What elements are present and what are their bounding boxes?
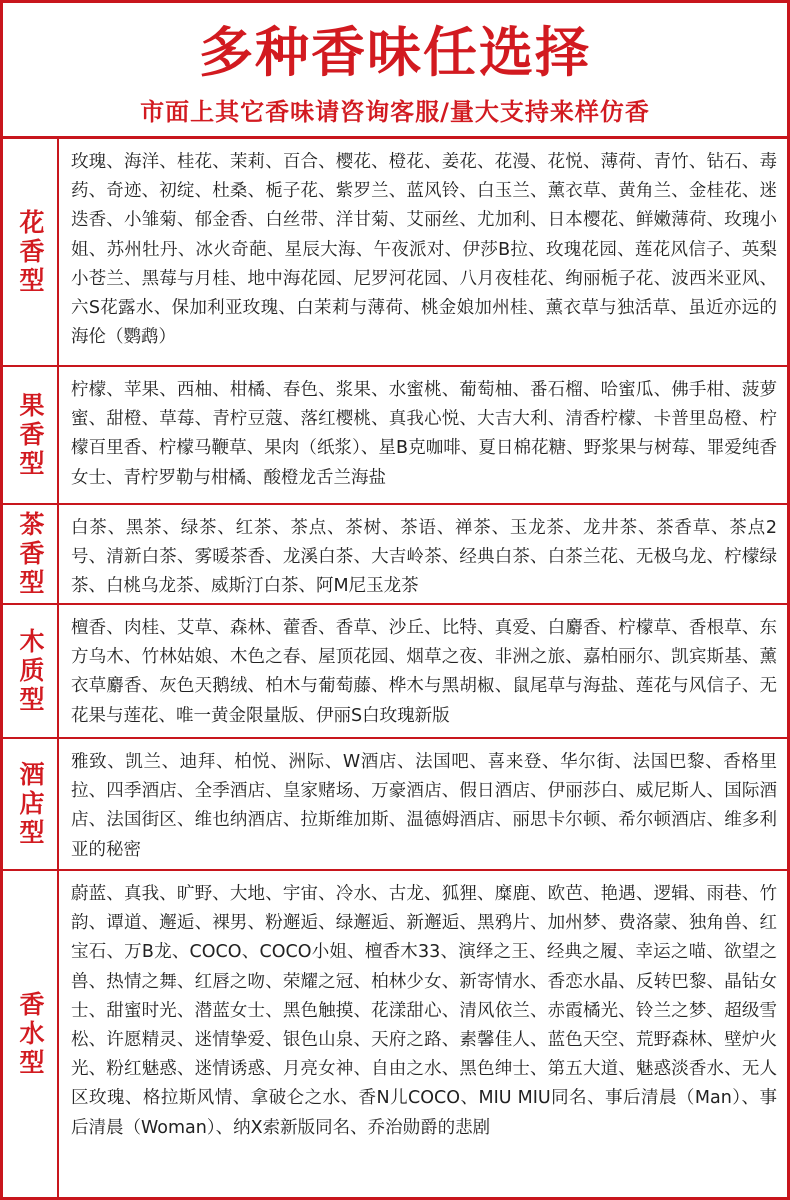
page-subtitle: 市面上其它香味请咨询客服/量大支持来样仿香 <box>140 98 650 126</box>
category-perfume <box>3 871 787 1197</box>
category-floral <box>3 139 787 367</box>
category-list-hotel: 雅致、凯兰、迪拜、柏悦、洲际、W酒店、法国吧、喜来登、华尔街、法国巴黎、香格里拉、四季酒店、全季酒店、皇家赌场、万豪酒店、假日酒店、伊丽莎白、威尼斯人、国际酒店、法国街区、维也纳酒店、拉斯维加斯、温德姆酒店、丽思卡尔顿、希尔顿酒店、维多利亚的秘密 <box>71 752 777 860</box>
category-tea <box>3 505 787 605</box>
category-list-fruity: 柠檬、苹果、西柚、柑橘、春色、浆果、水蜜桃、葡萄柚、番石榴、哈蜜瓜、佛手柑、菠萝蜜、甜橙、草莓、青柠豆蔻、落红樱桃、真我心悦、大吉大利、清香柠檬、卡普里岛橙、柠檬百里香、柠檬马鞭草、果肉（纸浆）、星B克咖啡、夏日棉花糖、野浆果与树莓、罪爱纯香女士、青柠罗勒与柑橘、酸橙龙舌兰海盐 <box>71 380 777 488</box>
page-title: 多种香味任选择 <box>199 21 591 84</box>
category-label-fruity: 果香型 <box>16 391 45 479</box>
category-label-tea: 茶香型 <box>16 510 45 598</box>
category-label-hotel: 酒店型 <box>16 760 45 848</box>
category-label-floral: 花香型 <box>16 208 45 296</box>
category-list-woody: 檀香、肉桂、艾草、森林、藿香、香草、沙丘、比特、真爱、白麝香、柠檬草、香根草、东方乌木、竹林姑娘、木色之春、屋顶花园、烟草之夜、非洲之旅、嘉柏丽尔、凯宾斯基、薰衣草麝香、灰色天鹅绒、柏木与葡萄藤、桦木与黑胡椒、鼠尾草与海盐、莲花与风信子、无花果与莲花、唯一黄金限量版、伊丽S白玫瑰新版 <box>71 618 777 726</box>
category-list-floral: 玫瑰、海洋、桂花、茉莉、百合、樱花、橙花、姜花、花漫、花悦、薄荷、青竹、钻石、毒药、奇迹、初绽、杜桑、栀子花、紫罗兰、蓝风铃、白玉兰、薰衣草、黄角兰、金桂花、迷迭香、小雏菊、郁金香、白丝带、洋甘菊、艾丽丝、尤加利、日本樱花、鲜嫩薄荷、玫瑰小姐、苏州牡丹、冰火奇葩、星辰大海、午夜派对、伊莎B拉、玫瑰花园、莲花风信子、英梨小苍兰、黑莓与月桂、地中海花园、尼罗河花园、八月夜桂花、绚丽栀子花、波西米亚风、六S花露水、保加利亚玫瑰、白茉莉与薄荷、桃金娘加州桂、薰衣草与独活草、虽近亦远的海伦（鹦鹉） <box>71 152 777 348</box>
category-list-perfume: 蔚蓝、真我、旷野、大地、宇宙、冷水、古龙、狐狸、糜鹿、欧芭、艳遇、逻辑、雨巷、竹韵、谭道、邂逅、裸男、粉邂逅、绿邂逅、新邂逅、黑鸦片、加州梦、费洛蒙、独角兽、红宝石、万B龙、COCO、COCO小姐、檀香木33、演绎之王、经典之履、幸运之喵、欲望之兽、热情之舞、红唇之吻、荣耀之冠、柏林少女、新寄情水、香恋水晶、反转巴黎、晶钻女士、甜蜜时光、潜蓝女士、黑色触摸、花漾甜心、清风依兰、赤霞橘光、铃兰之梦、超级雪松、许愿精灵、迷情挚爱、银色山泉、天府之路、素馨佳人、蓝色天空、荒野森林、壁炉火光、粉红魅惑、迷情诱惑、月亮女神、自由之水、黑色绅士、第五大道、魅惑淡香水、无人区玫瑰、格拉斯风情、拿破仑之水、香N儿COCO、MIU MIU同名、事后清晨（Man）、事后清晨（Woman）、纳X索新版同名、乔治勋爵的悲剧 <box>71 884 777 1138</box>
category-label-woody: 木质型 <box>16 627 45 715</box>
category-label-perfume: 香水型 <box>16 990 45 1078</box>
header <box>3 3 787 139</box>
category-fruity <box>3 367 787 505</box>
category-woody <box>3 605 787 739</box>
category-hotel <box>3 739 787 871</box>
category-list-tea: 白茶、黑茶、绿茶、红茶、茶点、茶树、茶语、禅茶、玉龙茶、龙井茶、茶香草、茶点2号、清新白茶、雾暖茶香、龙溪白茶、大吉岭茶、经典白茶、白茶兰花、无极乌龙、柠檬绿茶、白桃乌龙茶、威斯汀白茶、阿M尼玉龙茶 <box>71 518 777 597</box>
